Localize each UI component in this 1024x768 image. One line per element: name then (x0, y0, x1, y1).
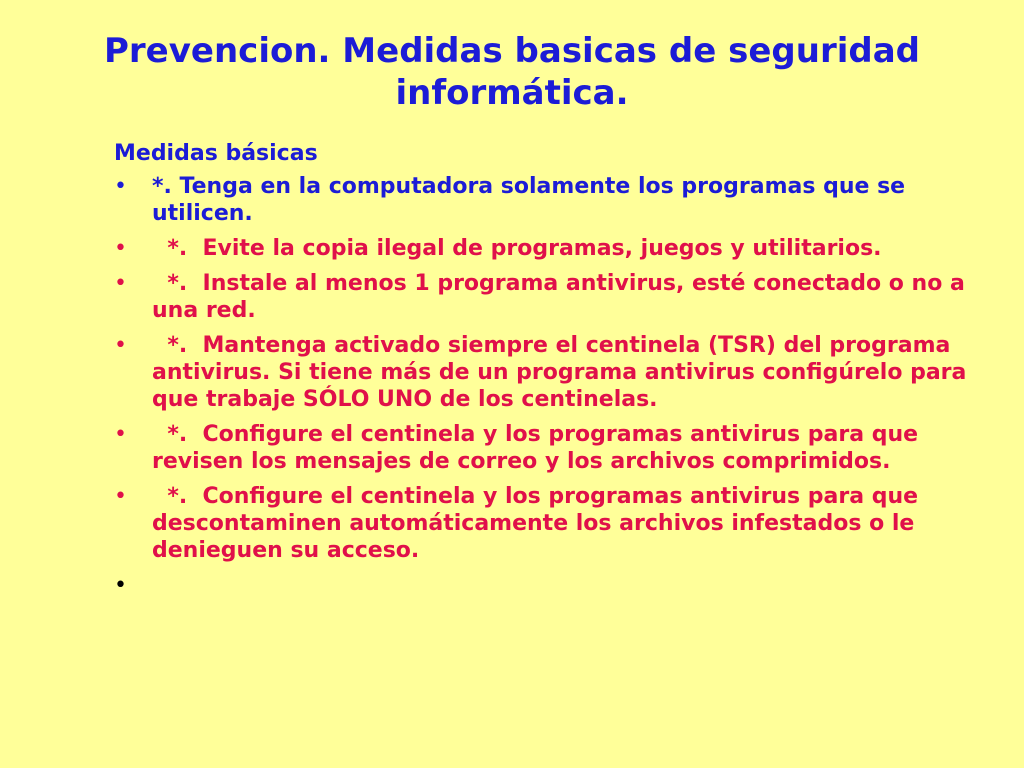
list-item (114, 421, 974, 475)
list-item (114, 270, 974, 324)
bullet-icon: • (114, 271, 127, 296)
subheading: Medidas básicas (114, 141, 318, 166)
bullet-icon: • (114, 333, 127, 358)
slide-title: Prevencion. Medidas basicas de seguridad informática. (104, 31, 920, 113)
bullet-icon: • (114, 174, 127, 199)
bullet-list (114, 173, 975, 598)
list-item-text: *. Evite la copia ilegal de programas, juegos y utilitarios. (152, 236, 882, 261)
list-item (114, 173, 974, 227)
list-item (114, 332, 974, 413)
bullet-icon: • (114, 484, 127, 509)
list-item-text: *. Tenga en la computadora solamente los programas que se utilicen. (152, 174, 906, 226)
slide-content (114, 140, 975, 598)
bullet-icon: • (114, 422, 127, 447)
list-item-text: *. Configure el centinela y los programas antivirus para que revisen los mensajes de correo y los archivos comprimidos. (152, 422, 926, 474)
list-item (114, 483, 974, 564)
bullet-icon: • (114, 236, 127, 261)
list-item-text: *. Configure el centinela y los programas antivirus para que descontaminen automáticamente los archivos infestados o le denieguen su acceso. (152, 484, 926, 563)
list-item-text: *. Mantenga activado siempre el centinela (TSR) del programa antivirus. Si tiene más de un programa antivirus configúrelo para que trabaje SÓLO UNO de los centinelas. (152, 333, 975, 412)
list-item-text: *. Instale al menos 1 programa antivirus, esté conectado o no a una red. (152, 271, 973, 323)
list-item (114, 235, 974, 262)
bullet-icon: • (114, 573, 127, 598)
